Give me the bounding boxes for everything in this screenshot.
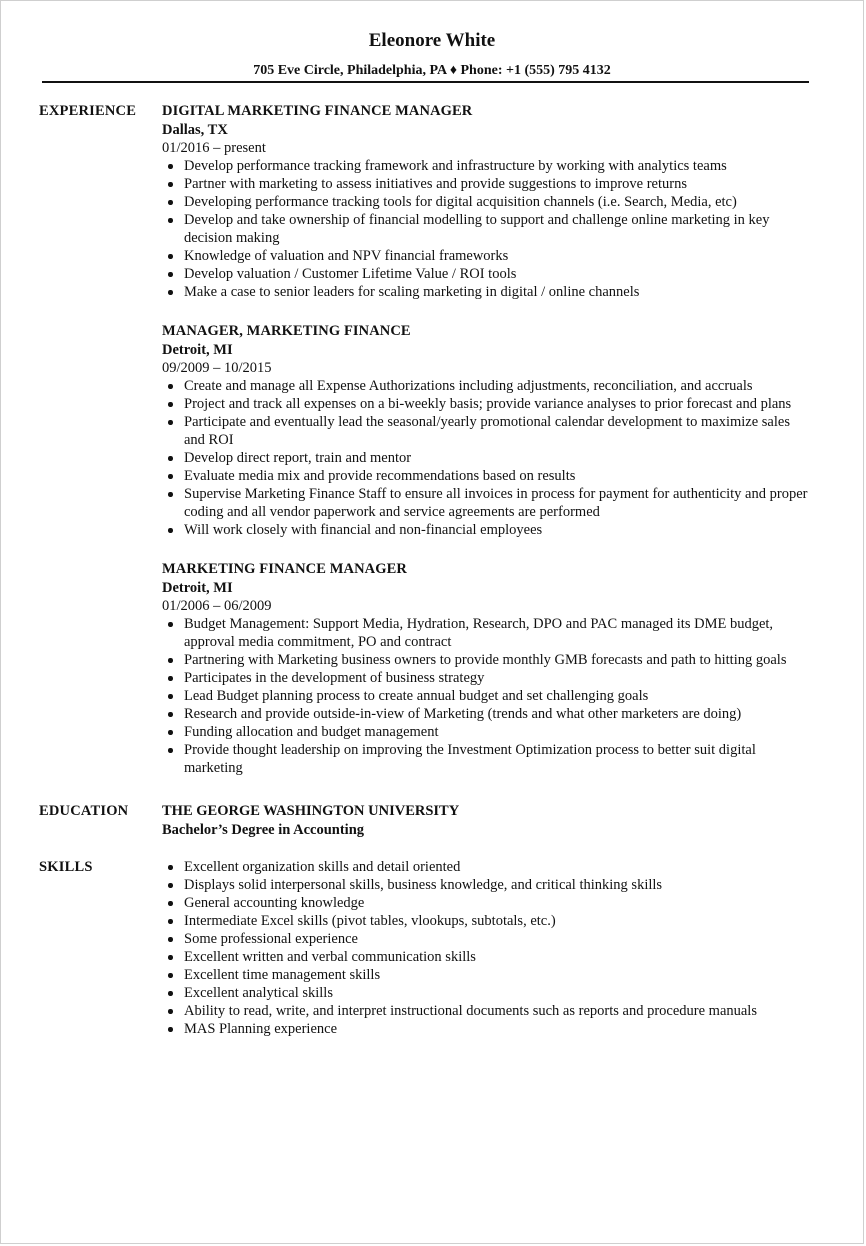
bullet-text: Project and track all expenses on a bi-weekly basis; provide variance analyses to prior forecast and plans	[184, 396, 792, 412]
bullet-text: Budget Management: Support Media, Hydration, Research, DPO and PAC managed its DME budget, approval media commitment, PO and contract	[184, 616, 774, 650]
bullet-item	[162, 377, 812, 395]
bullet-text: Developing performance tracking tools for digital acquisition channels (i.e. Search, Media, etc)	[184, 194, 737, 210]
bullet-text: Supervise Marketing Finance Staff to ensure all invoices in process for payment for authenticity and proper coding and all vendor paperwork and service agreements are performed	[184, 486, 808, 520]
skill-item	[162, 1020, 812, 1038]
skill-item	[162, 894, 812, 912]
bullet-icon	[168, 402, 173, 407]
bullet-text: Make a case to senior leaders for scaling marketing in digital / online channels	[184, 284, 640, 300]
bullet-icon	[168, 676, 173, 681]
header-divider	[42, 81, 809, 83]
skills-list-block	[162, 858, 812, 1038]
contact-line: 705 Eve Circle, Philadelphia, PA ♦ Phone: +1 (555) 795 4132	[253, 63, 611, 78]
bullet-item	[162, 615, 812, 651]
bullet-item	[162, 395, 812, 413]
skill-text: Displays solid interpersonal skills, business knowledge, and critical thinking skills	[184, 877, 663, 893]
bullet-item	[162, 157, 812, 175]
bullet-text: Participates in the development of business strategy	[184, 670, 485, 686]
bullet-text: Develop valuation / Customer Lifetime Value / ROI tools	[184, 266, 517, 282]
skills-list	[162, 858, 812, 1038]
skill-item	[162, 912, 812, 930]
education-school: THE GEORGE WASHINGTON UNIVERSITY	[162, 803, 460, 819]
bullet-item	[162, 651, 812, 669]
bullet-icon	[168, 456, 173, 461]
bullet-item	[162, 669, 812, 687]
bullet-item	[162, 521, 812, 539]
skill-item	[162, 948, 812, 966]
skill-item	[162, 1002, 812, 1020]
bullet-item	[162, 449, 812, 467]
bullet-icon	[168, 955, 173, 960]
bullet-item	[162, 283, 812, 301]
bullet-icon	[168, 290, 173, 295]
bullet-icon	[168, 182, 173, 187]
bullet-item	[162, 467, 812, 485]
skill-text: Some professional experience	[184, 931, 358, 947]
bullet-icon	[168, 658, 173, 663]
bullet-item	[162, 265, 812, 283]
bullet-text: Evaluate media mix and provide recommendations based on results	[184, 468, 576, 484]
job-location: Detroit, MI	[162, 580, 233, 596]
skill-text: Excellent analytical skills	[184, 985, 333, 1001]
bullet-icon	[168, 937, 173, 942]
candidate-name: Eleonore White	[368, 30, 496, 51]
section-title-education: EDUCATION	[39, 803, 129, 819]
bullet-icon	[168, 973, 173, 978]
bullet-icon	[168, 200, 173, 205]
bullet-icon	[168, 474, 173, 479]
bullet-icon	[168, 420, 173, 425]
bullet-icon	[168, 528, 173, 533]
job-entry	[162, 560, 812, 777]
bullet-icon	[168, 883, 173, 888]
skill-item	[162, 984, 812, 1002]
bullet-text: Will work closely with financial and non-financial employees	[184, 522, 543, 538]
bullet-icon	[168, 1009, 173, 1014]
bullet-icon	[168, 748, 173, 753]
bullet-item	[162, 723, 812, 741]
bullet-item	[162, 193, 812, 211]
skill-text: Excellent time management skills	[184, 967, 381, 983]
job-bullets	[162, 157, 812, 301]
bullet-item	[162, 247, 812, 265]
bullet-icon	[168, 384, 173, 389]
bullet-text: Develop and take ownership of financial modelling to support and challenge online marketing in key decision making	[184, 212, 770, 246]
skill-text: General accounting knowledge	[184, 895, 365, 911]
bullet-text: Knowledge of valuation and NPV financial frameworks	[184, 248, 509, 264]
bullet-icon	[168, 712, 173, 717]
bullet-text: Participate and eventually lead the seasonal/yearly promotional calendar development to maximize sales and ROI	[184, 414, 790, 448]
job-title: MANAGER, MARKETING FINANCE	[162, 323, 411, 339]
skill-item	[162, 930, 812, 948]
skill-text: Ability to read, write, and interpret instructional documents such as reports and procedure manuals	[184, 1003, 757, 1019]
job-bullets	[162, 615, 812, 777]
skill-item	[162, 966, 812, 984]
bullet-item	[162, 211, 812, 247]
bullet-icon	[168, 622, 173, 627]
bullet-icon	[168, 164, 173, 169]
bullet-icon	[168, 694, 173, 699]
bullet-item	[162, 175, 812, 193]
bullet-icon	[168, 272, 173, 277]
bullet-item	[162, 413, 812, 449]
education-entry	[162, 802, 812, 839]
bullet-text: Develop performance tracking framework and infrastructure by working with analytics teams	[184, 158, 727, 174]
bullet-icon	[168, 730, 173, 735]
bullet-icon	[168, 218, 173, 223]
bullet-text: Create and manage all Expense Authorizations including adjustments, reconciliation, and accruals	[184, 378, 753, 394]
job-dates: 09/2009 – 10/2015	[162, 360, 272, 376]
bullet-item	[162, 485, 812, 521]
skill-text: Excellent written and verbal communication skills	[184, 949, 476, 965]
bullet-icon	[168, 991, 173, 996]
bullet-text: Develop direct report, train and mentor	[184, 450, 412, 466]
skill-item	[162, 858, 812, 876]
job-title: MARKETING FINANCE MANAGER	[162, 561, 407, 577]
skill-text: Excellent organization skills and detail oriented	[184, 859, 461, 875]
bullet-icon	[168, 919, 173, 924]
bullet-item	[162, 741, 812, 777]
skill-text: Intermediate Excel skills (pivot tables, vlookups, subtotals, etc.)	[184, 913, 556, 929]
section-title-experience: EXPERIENCE	[39, 103, 137, 119]
section-title-skills: SKILLS	[39, 859, 93, 875]
skill-item	[162, 876, 812, 894]
job-bullets	[162, 377, 812, 539]
bullet-item	[162, 687, 812, 705]
job-entry	[162, 322, 812, 539]
job-location: Detroit, MI	[162, 342, 233, 358]
job-dates: 01/2006 – 06/2009	[162, 598, 272, 614]
bullet-icon	[168, 1027, 173, 1032]
bullet-text: Funding allocation and budget management	[184, 724, 439, 740]
bullet-icon	[168, 492, 173, 497]
bullet-icon	[168, 901, 173, 906]
bullet-text: Research and provide outside-in-view of Marketing (trends and what other marketers are doing)	[184, 706, 742, 722]
bullet-text: Partnering with Marketing business owners to provide monthly GMB forecasts and path to hitting goals	[184, 652, 787, 668]
job-entry	[162, 102, 812, 301]
bullet-text: Lead Budget planning process to create annual budget and set challenging goals	[184, 688, 649, 704]
bullet-item	[162, 705, 812, 723]
education-degree: Bachelor’s Degree in Accounting	[162, 822, 365, 838]
skill-text: MAS Planning experience	[184, 1021, 338, 1037]
bullet-text: Provide thought leadership on improving the Investment Optimization process to better suit digital marketing	[184, 742, 756, 776]
bullet-icon	[168, 254, 173, 259]
job-dates: 01/2016 – present	[162, 140, 266, 156]
bullet-icon	[168, 865, 173, 870]
job-location: Dallas, TX	[162, 122, 228, 138]
job-title: DIGITAL MARKETING FINANCE MANAGER	[162, 103, 473, 119]
bullet-text: Partner with marketing to assess initiatives and provide suggestions to improve returns	[184, 176, 687, 192]
